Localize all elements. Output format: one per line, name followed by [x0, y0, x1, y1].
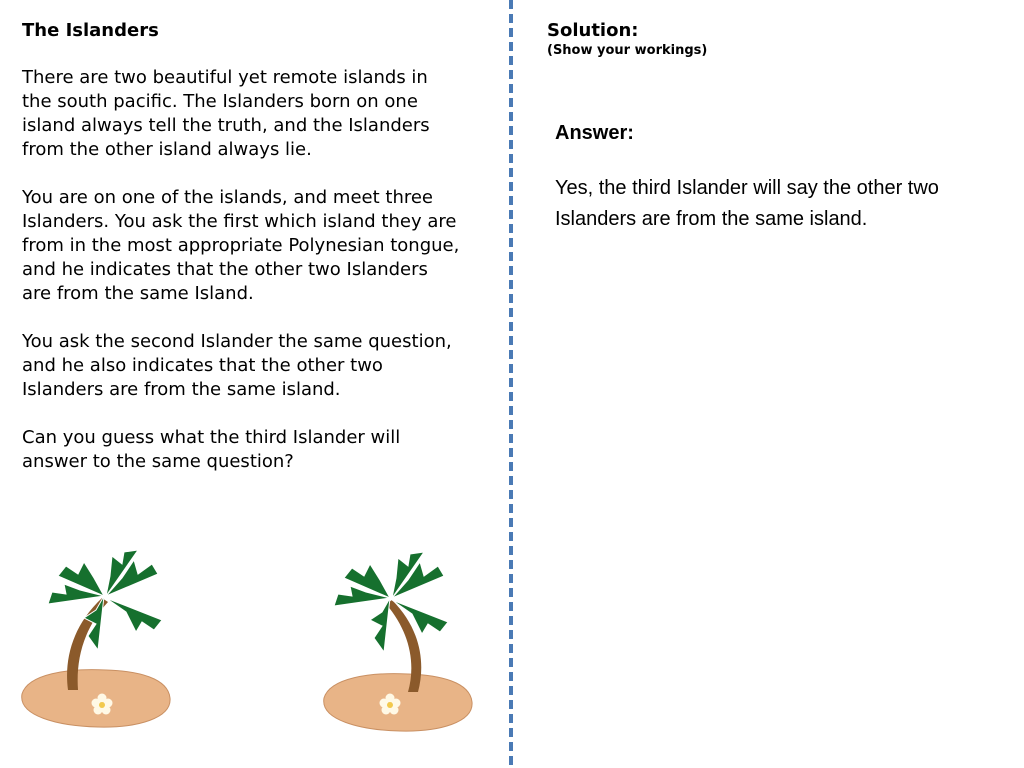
palm-island-icon [18, 548, 178, 732]
puzzle-title: The Islanders [22, 20, 159, 41]
answer-label: Answer: [555, 122, 634, 144]
puzzle-panel [22, 20, 462, 498]
palm-island-icon [320, 552, 480, 736]
puzzle-paragraph-1: There are two beautiful yet remote islands in the south pacific. The Islanders born on one island always tell the truth, and the Islanders from the other island always lie. [22, 67, 430, 160]
puzzle-question: Can you guess what the third Islander will answer to the same question? [22, 427, 401, 472]
puzzle-paragraph-2: You are on one of the islands, and meet three Islanders. You ask the first which island they are from in the most appropriate Polynesian tongue, and he indicates that the other two Islanders are from the same Island. [22, 187, 460, 304]
dashed-divider [509, 0, 513, 768]
solution-title: Solution: [547, 20, 639, 41]
answer-panel [555, 118, 995, 235]
solution-subtitle: (Show your workings) [547, 43, 708, 58]
answer-text: Yes, the third Islander will say the other two Islanders are from the same island. [555, 177, 939, 230]
puzzle-paragraph-3: You ask the second Islander the same question, and he also indicates that the other two Islanders are from the same island. [22, 331, 452, 400]
